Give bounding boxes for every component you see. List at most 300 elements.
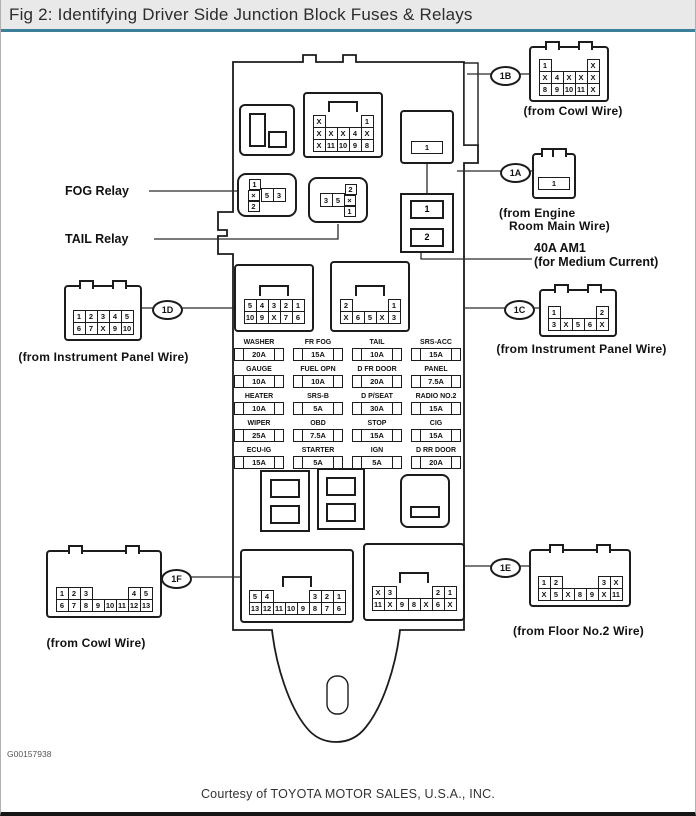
fuse-box (352, 429, 402, 442)
pin-cell: 12 (128, 599, 141, 612)
fuse-box (411, 429, 461, 442)
fuse-end (275, 457, 283, 468)
pin-cell: 7 (85, 322, 98, 335)
fuse-table (234, 339, 460, 469)
pin-cell: 5 (140, 587, 153, 600)
connector-1f-external (46, 550, 162, 618)
fuse-item (411, 447, 461, 469)
pin-cell: X (313, 139, 326, 152)
callout-tag-1a: 1A (500, 163, 531, 183)
fuse-item (293, 420, 343, 442)
fuse-end (334, 430, 342, 441)
pin-row (539, 83, 600, 96)
caption-1a-line2: Room Main Wire) (509, 219, 610, 233)
connector-latch (399, 572, 429, 583)
pin-cell: 10 (104, 599, 117, 612)
pin-cell: 2 (68, 587, 81, 600)
fuse-end (412, 376, 420, 387)
fog-relay-label: FOG Relay (65, 184, 129, 198)
fuse-amps: 5A (361, 457, 393, 468)
fuse-name: IGN (370, 447, 384, 454)
socket-slot (410, 506, 440, 518)
module-slot (249, 113, 266, 147)
fuse-name: FR FOG (304, 339, 332, 346)
fuse-name: PANEL (424, 366, 448, 373)
fuse-end (412, 403, 420, 414)
pin-cell: 1 (292, 299, 305, 312)
socket-slot (270, 505, 300, 524)
pin-cell: X (538, 588, 551, 601)
fuse-name: ECU-IG (246, 447, 272, 454)
pin-cell: 2 (432, 586, 445, 599)
fuse-end (353, 430, 361, 441)
pin-cell: X (268, 311, 281, 324)
tail-relay-label: TAIL Relay (65, 232, 129, 246)
fuse-item (352, 447, 402, 469)
pin-cell: 1 (539, 59, 552, 72)
fuse-end (235, 403, 243, 414)
pin-cell: 11 (325, 139, 338, 152)
relay-pair (320, 193, 345, 207)
fuse-name: HEATER (244, 393, 274, 400)
pin-cell: 5 (121, 310, 134, 323)
pin-cell: 1 (444, 586, 457, 599)
fuse-name: CIG (429, 420, 443, 427)
fuse-box (293, 429, 343, 442)
fuse-name: D FR DOOR (357, 366, 397, 373)
fuse-item (234, 393, 284, 415)
relay-cell: 5 (332, 193, 345, 207)
relay-cell: 3 (273, 188, 286, 202)
fuse-item (411, 393, 461, 415)
fuse-end (294, 349, 302, 360)
connector-1f-internal (240, 549, 354, 623)
pin-cell: X (372, 586, 385, 599)
fuse-item (234, 420, 284, 442)
fuse-item (234, 447, 284, 469)
callout-tag-1c: 1C (504, 300, 535, 320)
fuse-box (352, 402, 402, 415)
pin-cell: X (587, 71, 600, 84)
fuse-end (334, 457, 342, 468)
relay-socket (317, 468, 365, 530)
fuse-box (293, 375, 343, 388)
pin-cell: X (325, 127, 338, 140)
fuse-name: OBD (310, 420, 326, 427)
pin-row (548, 318, 609, 331)
pin-cell: 2 (596, 306, 609, 319)
fuse-end (275, 430, 283, 441)
pin-cell: 8 (80, 599, 93, 612)
relay-cell: 5 (261, 188, 274, 202)
connector-latch (259, 285, 289, 296)
pin-cell: 10 (244, 311, 257, 324)
pin-cell: X (560, 318, 573, 331)
fuse-name: SRS-ACC (420, 339, 452, 346)
callout-tag-1d: 1D (152, 300, 183, 320)
pin-row (538, 588, 623, 601)
pin-cell: 6 (584, 318, 597, 331)
pin-cell: 5 (364, 311, 377, 324)
fuse-item (293, 366, 343, 388)
pin-row (56, 599, 153, 612)
mounting-slot (327, 676, 348, 714)
fuse-end (452, 430, 460, 441)
pin-cell: X (313, 127, 326, 140)
pin-cell: 2 (340, 299, 353, 312)
pin-cell: 2 (280, 299, 293, 312)
fuse-end (275, 349, 283, 360)
pin-cell: 5 (550, 588, 563, 601)
am1-cell: 2 (410, 228, 444, 247)
fuse-amps: 15A (420, 349, 452, 360)
relay-cell: 1 (249, 179, 261, 190)
pin-cell: X (420, 598, 433, 611)
am1-cell: 1 (410, 200, 444, 219)
fuse-name: WIPER (247, 420, 271, 427)
pin-cell: 7 (321, 602, 334, 615)
fuse-end (235, 376, 243, 387)
fuse-amps: 15A (243, 457, 275, 468)
caption-1e: (from Floor No.2 Wire) (513, 624, 644, 638)
pin-cell: 8 (309, 602, 322, 615)
fuse-end (235, 349, 243, 360)
fuse-end (334, 349, 342, 360)
right-edge-strip (464, 63, 478, 145)
relay-pair (261, 188, 286, 202)
connector-top-center (303, 92, 383, 158)
relay-cell: × (344, 195, 356, 206)
pin-cell: X (97, 322, 110, 335)
pin-cell: 2 (85, 310, 98, 323)
pin-cell: 5 (249, 590, 262, 603)
socket-slot (326, 503, 356, 522)
relay-strip (345, 184, 357, 217)
pin-cell: X (539, 71, 552, 84)
pin-row (313, 139, 374, 152)
connector-1a-external (532, 153, 576, 199)
connector-1d-internal (234, 264, 314, 332)
fuse-name: SRS-B (307, 393, 329, 400)
pin-cell: 12 (261, 602, 274, 615)
connector-top-right (400, 110, 454, 164)
pin-row (372, 598, 457, 611)
fuse-amps: 5A (302, 457, 334, 468)
pin-cell: 6 (73, 322, 86, 335)
fuse-item (411, 339, 461, 361)
relay-cell: 1 (344, 206, 356, 217)
fuse-item (352, 366, 402, 388)
pin-cell: 1 (388, 299, 401, 312)
fuse-end (393, 349, 401, 360)
pin-cell: X (376, 311, 389, 324)
pin-cell: 7 (68, 599, 81, 612)
fuse-box (234, 348, 284, 361)
fuse-end (294, 403, 302, 414)
socket-slot (270, 479, 300, 498)
pin-row (249, 602, 346, 615)
fuse-end (294, 430, 302, 441)
callout-tag-1f: 1F (161, 569, 192, 589)
pin-cell: 1 (411, 141, 443, 154)
connector-1e-external (529, 549, 631, 607)
pin-cell: 3 (309, 590, 322, 603)
connector-1b-external (529, 46, 609, 102)
pin-cell: X (575, 71, 588, 84)
fuse-end (452, 457, 460, 468)
pin-cell: 8 (361, 139, 374, 152)
pin-cell: X (384, 598, 397, 611)
fuse-end (452, 403, 460, 414)
pin-cell: 3 (80, 587, 93, 600)
page-title: Fig 2: Identifying Driver Side Junction Block Fuses & Relays (1, 0, 695, 32)
pin-cell: 9 (349, 139, 362, 152)
fuse-item (411, 420, 461, 442)
fuse-amps: 10A (361, 349, 393, 360)
pin-cell: 13 (140, 599, 153, 612)
relay-socket (260, 470, 310, 532)
caption-1c: (from Instrument Panel Wire) (496, 342, 667, 356)
pin-cell: X (596, 318, 609, 331)
fuse-name: WASHER (243, 339, 275, 346)
pin-cell: 9 (92, 599, 105, 612)
pin-cell: X (598, 588, 611, 601)
fuse-name: GAUGE (246, 366, 272, 373)
connector-1e-internal (363, 543, 465, 621)
pin-cell: 1 (538, 177, 570, 190)
fuse-end (353, 403, 361, 414)
pin-cell: 6 (352, 311, 365, 324)
pin-cell: 1 (73, 310, 86, 323)
fuse-end (393, 457, 401, 468)
caption-1a-line1: (from Engine (499, 206, 576, 220)
pin-cell: X (563, 71, 576, 84)
pin-cell: 9 (297, 602, 310, 615)
fuse-box (352, 348, 402, 361)
fuse-end (393, 376, 401, 387)
pin-cell: X (587, 83, 600, 96)
fuse-amps: 7.5A (420, 376, 452, 387)
pin-cell: 6 (292, 311, 305, 324)
pin-cell: 5 (244, 299, 257, 312)
fuse-end (452, 349, 460, 360)
caption-1f: (from Cowl Wire) (46, 636, 146, 650)
pin-cell: 9 (109, 322, 122, 335)
fuse-item (293, 447, 343, 469)
fuse-end (452, 376, 460, 387)
fuse-end (412, 349, 420, 360)
relay-module-top-left (239, 104, 295, 156)
pin-cell: 8 (539, 83, 552, 96)
fog-relay-unit (237, 173, 297, 217)
pin-cell: 1 (548, 306, 561, 319)
fuse-end (353, 349, 361, 360)
pin-cell: X (444, 598, 457, 611)
fuse-end (334, 376, 342, 387)
relay-cell: × (248, 190, 260, 201)
pin-cell: 9 (256, 311, 269, 324)
pin-cell: 4 (256, 299, 269, 312)
pin-cell: 9 (396, 598, 409, 611)
fuse-amps: 7.5A (302, 430, 334, 441)
pin-cell: 4 (261, 590, 274, 603)
pin-cell: 3 (388, 311, 401, 324)
fuse-item (293, 393, 343, 415)
fuse-box (411, 375, 461, 388)
pin-cell: 11 (610, 588, 623, 601)
fuse-box (411, 402, 461, 415)
fuse-item (352, 393, 402, 415)
fuse-amps: 30A (361, 403, 393, 414)
pin-cell: 5 (572, 318, 585, 331)
fuse-box (293, 348, 343, 361)
pin-cell: 2 (550, 576, 563, 589)
pin-cell: 4 (551, 71, 564, 84)
fuse-item (234, 366, 284, 388)
pin-cell: X (562, 588, 575, 601)
pin-row (340, 311, 401, 324)
pin-cell: X (337, 127, 350, 140)
fuse-end (393, 403, 401, 414)
connector-1c-internal (330, 261, 410, 332)
connector-1c-external (539, 289, 617, 337)
pin-cell: 11 (273, 602, 286, 615)
fuse-end (235, 430, 243, 441)
pin-row (73, 322, 134, 335)
module-slot (268, 131, 287, 148)
fuse-item (352, 339, 402, 361)
connector-latch (328, 101, 358, 112)
fuse-name: TAIL (369, 339, 385, 346)
fuse-name: D RR DOOR (415, 447, 457, 454)
pin-cell: 4 (128, 587, 141, 600)
pin-cell: X (587, 59, 600, 72)
fuse-name: STOP (367, 420, 387, 427)
fuse-end (275, 376, 283, 387)
pin-cell: 10 (337, 139, 350, 152)
pin-cell: 1 (361, 115, 374, 128)
pin-cell: 4 (109, 310, 122, 323)
fuse-amps: 25A (243, 430, 275, 441)
fuse-amps: 5A (302, 403, 334, 414)
courtesy-line: Courtesy of TOYOTA MOTOR SALES, U.S.A., INC. (200, 787, 496, 801)
pin-cell: 6 (56, 599, 69, 612)
pin-cell: 8 (408, 598, 421, 611)
pin-cell: 3 (97, 310, 110, 323)
callout-tag-1e: 1E (490, 558, 521, 578)
fuse-item (411, 366, 461, 388)
pin-cell: 3 (598, 576, 611, 589)
pin-cell: 7 (280, 311, 293, 324)
fuse-item (293, 339, 343, 361)
tail-relay-unit (308, 177, 368, 223)
pin-cell: 1 (56, 587, 69, 600)
pin-cell: 11 (116, 599, 129, 612)
callout-tag-1b: 1B (490, 66, 521, 86)
fuse-name: FUEL OPN (300, 366, 336, 373)
fuse-amps: 20A (243, 349, 275, 360)
pin-cell: X (610, 576, 623, 589)
pin-cell: 8 (574, 588, 587, 601)
relay-strip (249, 179, 261, 212)
fuse-end (393, 430, 401, 441)
pin-cell: 3 (384, 586, 397, 599)
am1-fuse-holder (400, 193, 454, 253)
relay-cell: 3 (320, 193, 333, 207)
pin-cell: 6 (432, 598, 445, 611)
fuse-name: D P/SEAT (361, 393, 393, 400)
socket-slot (326, 477, 356, 496)
figure-code: G00157938 (7, 749, 52, 759)
pin-cell: 3 (548, 318, 561, 331)
pin-cell: X (313, 115, 326, 128)
pin-cell: 1 (333, 590, 346, 603)
fuse-amps: 10A (243, 376, 275, 387)
fuse-amps: 15A (420, 403, 452, 414)
pin-cell: 6 (333, 602, 346, 615)
fuse-amps: 10A (302, 376, 334, 387)
fuse-amps: 15A (361, 430, 393, 441)
relay-cell: 2 (248, 201, 260, 212)
am1-label-line2: (for Medium Current) (534, 255, 659, 269)
am1-label-line1: 40A AM1 (534, 241, 586, 255)
fuse-box (234, 402, 284, 415)
caption-1d: (from Instrument Panel Wire) (18, 350, 189, 364)
pin-cell: 9 (586, 588, 599, 601)
fuse-amps: 20A (361, 376, 393, 387)
connector-latch (355, 285, 385, 296)
fuse-end (294, 457, 302, 468)
fuse-name: STARTER (301, 447, 335, 454)
fuse-item (234, 339, 284, 361)
fuse-box (234, 375, 284, 388)
pin-cell: X (340, 311, 353, 324)
pin-cell: 13 (249, 602, 262, 615)
fuse-box (234, 456, 284, 469)
fuse-end (353, 376, 361, 387)
fuse-end (353, 457, 361, 468)
pin-cell: 1 (538, 576, 551, 589)
pin-cell: 11 (372, 598, 385, 611)
fuse-box (293, 402, 343, 415)
fuse-amps: 15A (302, 349, 334, 360)
connector-1d-external (64, 285, 142, 341)
fuse-end (275, 403, 283, 414)
fuse-box (352, 375, 402, 388)
connector-latch (282, 576, 312, 587)
pin-cell: 10 (563, 83, 576, 96)
fuse-box (411, 348, 461, 361)
pin-cell: 10 (121, 322, 134, 335)
fuse-box (234, 429, 284, 442)
pin-cell: X (361, 127, 374, 140)
fuse-amps: 15A (420, 430, 452, 441)
pin-cell: 3 (268, 299, 281, 312)
relay-cell: 2 (345, 184, 357, 195)
pin-cell: 10 (285, 602, 298, 615)
fuse-amps: 20A (420, 457, 452, 468)
fuse-end (412, 430, 420, 441)
fuse-end (334, 403, 342, 414)
fuse-name: RADIO NO.2 (415, 393, 457, 400)
fuse-end (412, 457, 420, 468)
fuse-end (294, 376, 302, 387)
pin-cell: 11 (575, 83, 588, 96)
pin-cell: 4 (349, 127, 362, 140)
fuse-amps: 10A (243, 403, 275, 414)
connector-socket (400, 474, 450, 528)
pin-row (244, 311, 305, 324)
